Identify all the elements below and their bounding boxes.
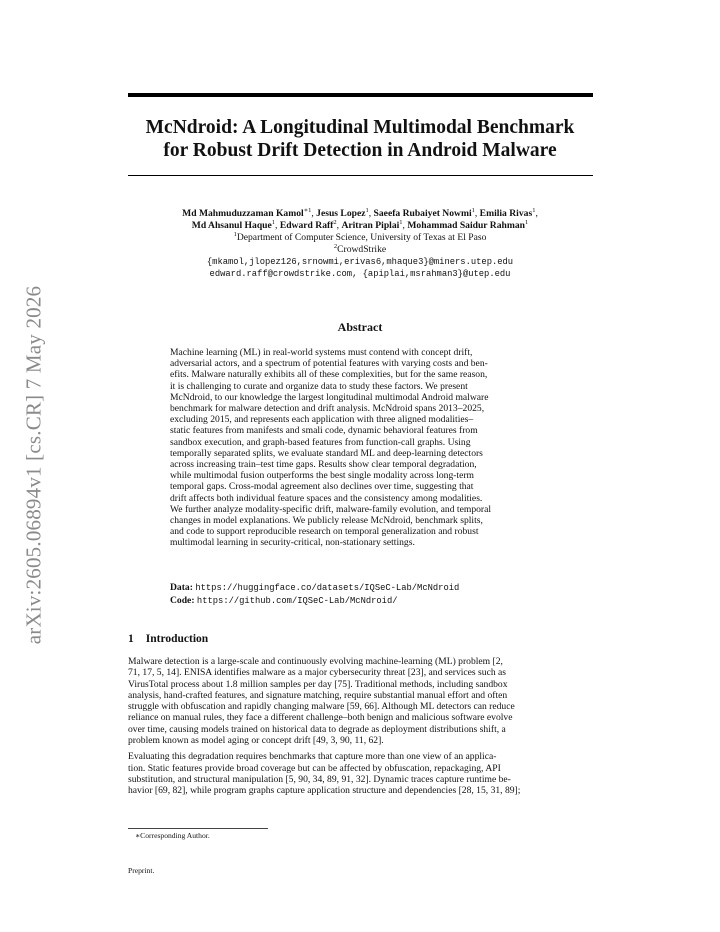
abstract-line: changes in model explanations. We publicly release McNdroid, benchmark splits,	[170, 515, 483, 527]
affiliation-sup: 2	[333, 242, 338, 250]
data-link-row	[170, 582, 550, 595]
abstract-line: across increasing train–test time gaps. Results show clear temporal degradation,	[170, 459, 477, 471]
section-title: Introduction	[145, 633, 209, 645]
author-sup: 2	[333, 218, 337, 226]
author-name: Md Ahsanul Haque	[191, 220, 272, 231]
abstract-heading: Abstract	[337, 320, 383, 334]
section-heading-introduction	[128, 633, 220, 645]
code-url-link[interactable]: https://github.com/IQSeC-Lab/McNdroid/	[196, 595, 398, 606]
abstract-line: while multimodal fusion outperforms the best single modality across long-term	[170, 470, 475, 482]
intro-line: struggle with obfuscation and rapidly changing malware [59, 66]. Although ML detectors can reduce	[128, 701, 515, 713]
author-sup: 1	[471, 206, 475, 214]
abstract-line: sandbox execution, and graph-based features from function-call graphs. Using	[170, 436, 471, 448]
intro-paragraph-2	[128, 751, 593, 796]
abstract-line: and code to support reproducible research on temporal generalization and robust	[170, 526, 479, 538]
intro-line: over time, causing models trained on historical data to degrade as deployment distributions shift, a	[128, 723, 506, 735]
intro-line: substitution, and structural manipulation [5, 90, 34, 89, 91, 32]. Dynamic traces capture runtime be-	[128, 773, 511, 785]
arxiv-identifier: arXiv:2605.06894v1 [cs.CR] 7 May 2026	[21, 285, 46, 645]
abstract-line: temporal gaps. Cross-modal agreement also declines over time, suggesting that	[170, 481, 474, 493]
email-line-1: {mkamol,jlopez126,srnowmi,erivas6,mhaque3}@miners.utep.edu	[206, 257, 514, 267]
code-label: Code:	[170, 594, 195, 606]
author-sup: 1	[532, 206, 536, 214]
author-sup: 1	[365, 206, 369, 214]
preprint-label: Preprint.	[128, 866, 155, 875]
paper-title	[110, 116, 610, 162]
author-name: Emilia Rivas	[479, 208, 533, 219]
intro-line: 71, 17, 5, 14]. ENISA identifies malware as a major cybersecurity threat [23], and services such as	[128, 667, 507, 679]
abstract-line: excluding 2015, and represents each application with three aligned modalities–	[170, 414, 474, 426]
resource-links	[170, 582, 550, 607]
author-name: Md Mahmuduzzaman Kamol	[182, 208, 304, 219]
intro-line: problem known as model aging or concept drift [49, 3, 90, 11, 62].	[128, 735, 384, 747]
abstract-line: benchmark for malware detection and drift analysis. McNdroid spans 2013–2025,	[170, 403, 485, 415]
affiliation-2	[110, 244, 610, 256]
abstract-line: McNdroid, to our knowledge the largest longitudinal multimodal Android malware	[170, 391, 489, 403]
intro-line: VirusTotal process about 1.8 million samples per day [75]. Traditional methods, including sandbox	[128, 678, 508, 690]
affiliation-text: Department of Computer Science, University of Texas at El Paso	[236, 232, 487, 243]
author-line-1: Md Mahmuduzzaman Kamol$^{∗1}$, Jesus Lopez$^1$, Saeefa Rubaiyet Nowmi$^1$, Emilia Rivas$^1$,	[182, 206, 538, 219]
title-top-rule	[128, 93, 593, 97]
intro-paragraph-1	[128, 656, 593, 746]
abstract-line: We further analyze modality-specific drift, malware-family evolution, and temporal	[170, 503, 492, 515]
author-sup: 1	[524, 218, 529, 226]
affiliation-sup: 1	[233, 230, 237, 238]
author-sup: 1	[399, 218, 403, 226]
title-bottom-rule	[128, 175, 593, 176]
author-name: Jesus Lopez	[316, 208, 366, 219]
abstract-line: drift affects both individual feature spaces and the consistency among modalities.	[170, 492, 483, 504]
footnote: ∗Corresponding Author.	[135, 831, 210, 840]
intro-line: havior [69, 82], while program graphs capture application structure and dependencies [28, 15, 31, 89];	[128, 785, 521, 797]
affiliation-text: CrowdStrike	[337, 244, 387, 255]
intro-line: Evaluating this degradation requires benchmarks that capture more than one view of an applica-	[128, 751, 497, 763]
code-link-row	[170, 595, 550, 608]
intro-line: Malware detection is a large-scale and continuously evolving machine-learning (ML) problem [2,	[128, 656, 503, 667]
author-sup: 1	[271, 218, 275, 226]
footnote-rule	[128, 828, 268, 829]
section-number: 1	[128, 633, 134, 645]
abstract-line: it is challenging to curate and organize data to study these factors. We present	[170, 380, 468, 392]
data-url-link[interactable]: https://huggingface.co/datasets/IQSeC-Lab/McNdroid	[195, 583, 460, 593]
abstract-line: temporally separated splits, we evaluate standard ML and deep-learning detectors	[170, 447, 483, 459]
author-block	[110, 208, 610, 280]
author-name: Saeefa Rubaiyet Nowmi	[373, 208, 472, 219]
author-sup: ∗1	[303, 206, 312, 214]
data-label: Data:	[170, 582, 193, 593]
author-name: Edward Raff	[279, 220, 334, 231]
abstract-body	[170, 347, 550, 549]
affiliation-1	[110, 232, 610, 244]
abstract-line: Machine learning (ML) in real-world systems must contend with concept drift,	[170, 347, 473, 358]
author-name: Aritran Piplai	[341, 220, 400, 231]
intro-line: analysis, hand-crafted features, and signature matching, require substantial manual effort and often	[128, 689, 508, 701]
intro-line: tion. Static features provide broad coverage but can be affected by obfuscation, repackaging, API	[128, 762, 501, 774]
abstract-line: multimodal learning in security-critical, non-stationary settings.	[170, 537, 415, 549]
email-line-2: edward.raff@crowdstrike.com, {apiplai,msrahman3}@utep.edu	[209, 269, 511, 279]
introduction-body	[128, 656, 593, 802]
abstract-line: static features from manifests and smali code, dynamic behavioral features from	[170, 425, 478, 437]
title-line-2: for Robust Drift Detection in Android Malware	[163, 140, 557, 161]
author-line-2: Md Ahsanul Haque$^1$, Edward Raff$^2$, Aritran Piplai$^1$, Mohammad Saidur Rahman$^1$	[191, 218, 529, 231]
author-name: Mohammad Saidur Rahman	[407, 220, 525, 231]
intro-line: reliance on manual rules, they face a different challenge–both benign and malicious software evolve	[128, 712, 513, 724]
abstract-line: efits. Malware naturally exhibits all of these complexities, but for the same reason,	[170, 369, 488, 381]
title-line-1: McNdroid: A Longitudinal Multimodal Benchmark	[145, 117, 575, 138]
abstract-line: adversarial actors, and a spectrum of potential features with varying costs and ben-	[170, 358, 488, 370]
